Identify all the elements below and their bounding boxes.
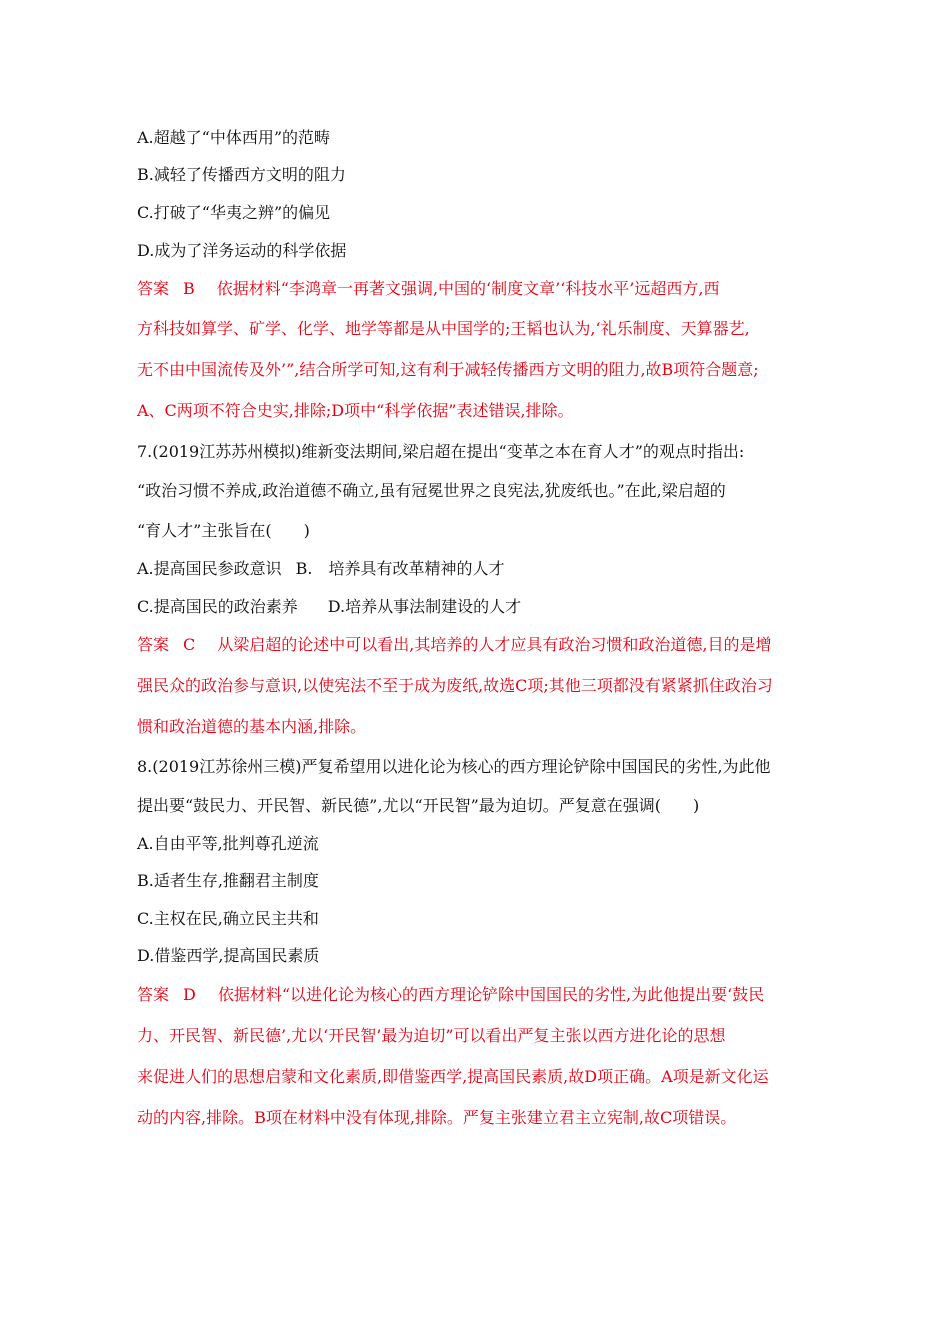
q8-option-c: C.主权在民,确立民主共和	[137, 909, 319, 928]
q8-option-d: D.借鉴西学,提高国民素质	[137, 946, 320, 965]
q8-option-a: A.自由平等,批判尊孔逆流	[137, 834, 319, 853]
q7-option-c: C.提高国民的政治素养	[137, 597, 298, 616]
q7-stem-line-1: 7.(2019江苏苏州模拟)维新变法期间,梁启超在提出“变革之本在育人才”的观点时指出:	[137, 442, 745, 461]
q6-answer-line-3: 无不由中国流传及外’”,结合所学可知,这有利于减轻传播西方文明的阻力,故B项符合题意;	[137, 360, 759, 379]
q8-option-b: B.适者生存,推翻君主制度	[137, 871, 319, 890]
q8-answer-line-2: 力、开民智、新民德’,尤以‘开民智’最为迫切”可以看出严复主张以西方进化论的思想	[137, 1026, 726, 1045]
q7-stem-line-2: “政治习惯不养成,政治道德不确立,虽有冠冕世界之良宪法,犹废纸也。”在此,梁启超的	[137, 481, 726, 500]
q7-options-row-2	[137, 596, 827, 618]
answer-letter: C	[183, 635, 196, 654]
q7-option-a: A.提高国民参政意识	[137, 559, 282, 578]
q7-answer-line-2: 强民众的政治参与意识,以使宪法不至于成为废纸,故选C项;其他三项都没有紧紧抓住政治习	[137, 676, 773, 695]
q6-answer-line-2: 方科技如算学、矿学、化学、地学等都是从中国学的;王韬也认为,‘礼乐制度、天算器艺,	[137, 319, 750, 338]
answer-letter: D	[183, 985, 196, 1004]
q7-answer-line-3: 惯和政治道德的基本内涵,排除。	[137, 717, 367, 736]
q8-stem-line-2: 提出要“鼓民力、开民智、新民德”,尤以“开民智”最为迫切。严复意在强调( )	[137, 796, 700, 815]
q6-option-a: A.超越了“中体西用”的范畴	[137, 128, 331, 147]
q7-option-d: D.培养从事法制建设的人才	[327, 597, 522, 616]
answer-text: 依据材料“李鸿章一再著文强调,中国的‘制度文章’‘科技水平’远超西方,西	[216, 279, 720, 298]
q7-option-b: B. 培养具有改革精神的人才	[295, 559, 505, 578]
q7-options-row-1	[137, 558, 827, 580]
q7-answer-line-1	[137, 634, 827, 656]
q6-answer-line-1	[137, 278, 827, 300]
q6-answer-line-4: A、C两项不符合史实,排除;D项中“科学依据”表述错误,排除。	[137, 401, 574, 420]
q7-stem-line-3: “育人才”主张旨在( )	[137, 521, 310, 540]
q6-option-d: D.成为了洋务运动的科学依据	[137, 241, 347, 260]
q8-answer-line-3: 来促进人们的思想启蒙和文化素质,即借鉴西学,提高国民素质,故D项正确。A项是新文化运	[137, 1067, 769, 1086]
answer-text: 从梁启超的论述中可以看出,其培养的人才应具有政治习惯和政治道德,目的是增	[217, 635, 772, 654]
q6-option-b: B.减轻了传播西方文明的阻力	[137, 165, 346, 184]
q6-option-c: C.打破了“华夷之辨”的偏见	[137, 203, 331, 222]
answer-letter: B	[183, 279, 195, 298]
q8-answer-line-4: 动的内容,排除。B项在材料中没有体现,排除。严复主张建立君主立宪制,故C项错误。	[137, 1108, 737, 1127]
answer-label: 答案	[137, 635, 170, 654]
q8-stem-line-1: 8.(2019江苏徐州三模)严复希望用以进化论为核心的西方理论铲除中国国民的劣性,为此他	[137, 757, 771, 776]
answer-label: 答案	[137, 985, 170, 1004]
q8-answer-line-1	[137, 984, 827, 1006]
answer-text: 依据材料“以进化论为核心的西方理论铲除中国国民的劣性,为此他提出要‘鼓民	[217, 985, 765, 1004]
answer-label: 答案	[137, 279, 170, 298]
